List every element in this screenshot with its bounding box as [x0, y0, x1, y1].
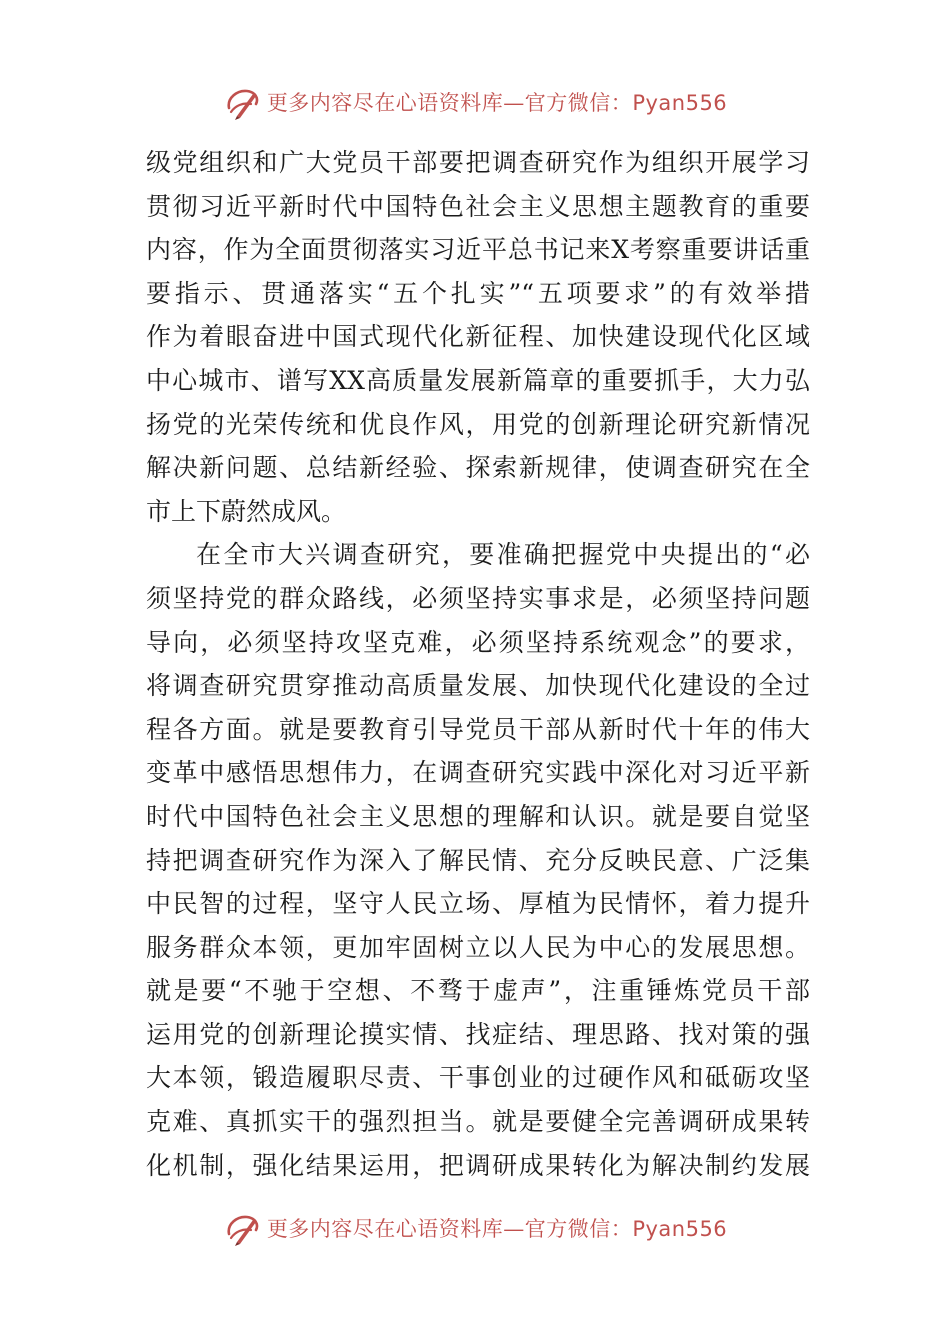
text-line: 要指示、贯通落实“五个扎实”“五项要求”的有效举措: [146, 278, 810, 308]
text-line: 持把调查研究作为深入了解民情、充分反映民意、广泛集: [146, 845, 810, 875]
paragraph-2: [146, 533, 810, 1187]
text-line: 运用党的创新理论摸实情、找症结、理思路、找对策的强: [146, 1019, 810, 1049]
text-line: 解决新问题、总结新经验、探索新规律，使调查研究在全: [146, 453, 810, 483]
text-line: 时代中国特色社会主义思想的理解和认识。就是要自觉坚: [146, 801, 810, 831]
pen-signature-icon: [223, 82, 263, 122]
pen-signature-icon: [223, 1208, 263, 1248]
text-line: 导向，必须坚持攻坚克难，必须坚持系统观念”的要求，: [146, 627, 810, 657]
text-line: 在全市大兴调查研究，要准确把握党中央提出的“必: [196, 540, 810, 570]
text-line: 将调查研究贯穿推动高质量发展、加快现代化建设的全过: [146, 671, 810, 701]
text-line: 须坚持党的群众路线，必须坚持实事求是，必须坚持问题: [146, 583, 810, 613]
text-line: 扬党的光荣传统和优良作风，用党的创新理论研究新情况: [146, 409, 810, 439]
text-line: 市上下蔚然成风。: [146, 496, 347, 526]
text-line: 克难、真抓实干的强烈担当。就是要健全完善调研成果转: [146, 1107, 810, 1137]
text-line: 作为着眼奋进中国式现代化新征程、加快建设现代化区域: [146, 322, 810, 352]
text-line: 程各方面。就是要教育引导党员干部从新时代十年的伟大: [146, 714, 810, 744]
paragraph-1: [146, 141, 810, 533]
text-line: 大本领，锻造履职尽责、干事创业的过硬作风和砥砺攻坚: [146, 1063, 810, 1093]
footer-banner: [0, 1206, 950, 1250]
text-line: 内容，作为全面贯彻落实习近平总书记来X考察重要讲话重: [146, 235, 810, 265]
text-line: 级党组织和广大党员干部要把调查研究作为组织开展学习: [146, 148, 810, 177]
text-line: 就是要“不驰于空想、不骛于虚声”，注重锤炼党员干部: [146, 976, 810, 1006]
text-line: 变革中感悟思想伟力，在调查研究实践中深化对习近平新: [146, 758, 810, 788]
text-line: 贯彻习近平新时代中国特色社会主义思想主题教育的重要: [146, 191, 810, 221]
text-line: 中民智的过程，坚守人民立场、厚植为民情怀，着力提升: [146, 889, 810, 919]
document-body: [146, 141, 810, 1187]
text-line: 服务群众本领，更加牢固树立以人民为中心的发展思想。: [146, 932, 810, 962]
banner-text: 更多内容尽在心语资料库—官方微信：Pyan556: [266, 1217, 728, 1241]
banner-text: 更多内容尽在心语资料库—官方微信：Pyan556: [266, 91, 728, 115]
text-line: 化机制，强化结果运用，把调研成果转化为解决制约发展: [146, 1150, 810, 1180]
text-line: 中心城市、谱写XX高质量发展新篇章的重要抓手，大力弘: [146, 365, 810, 395]
header-banner: [0, 80, 950, 124]
